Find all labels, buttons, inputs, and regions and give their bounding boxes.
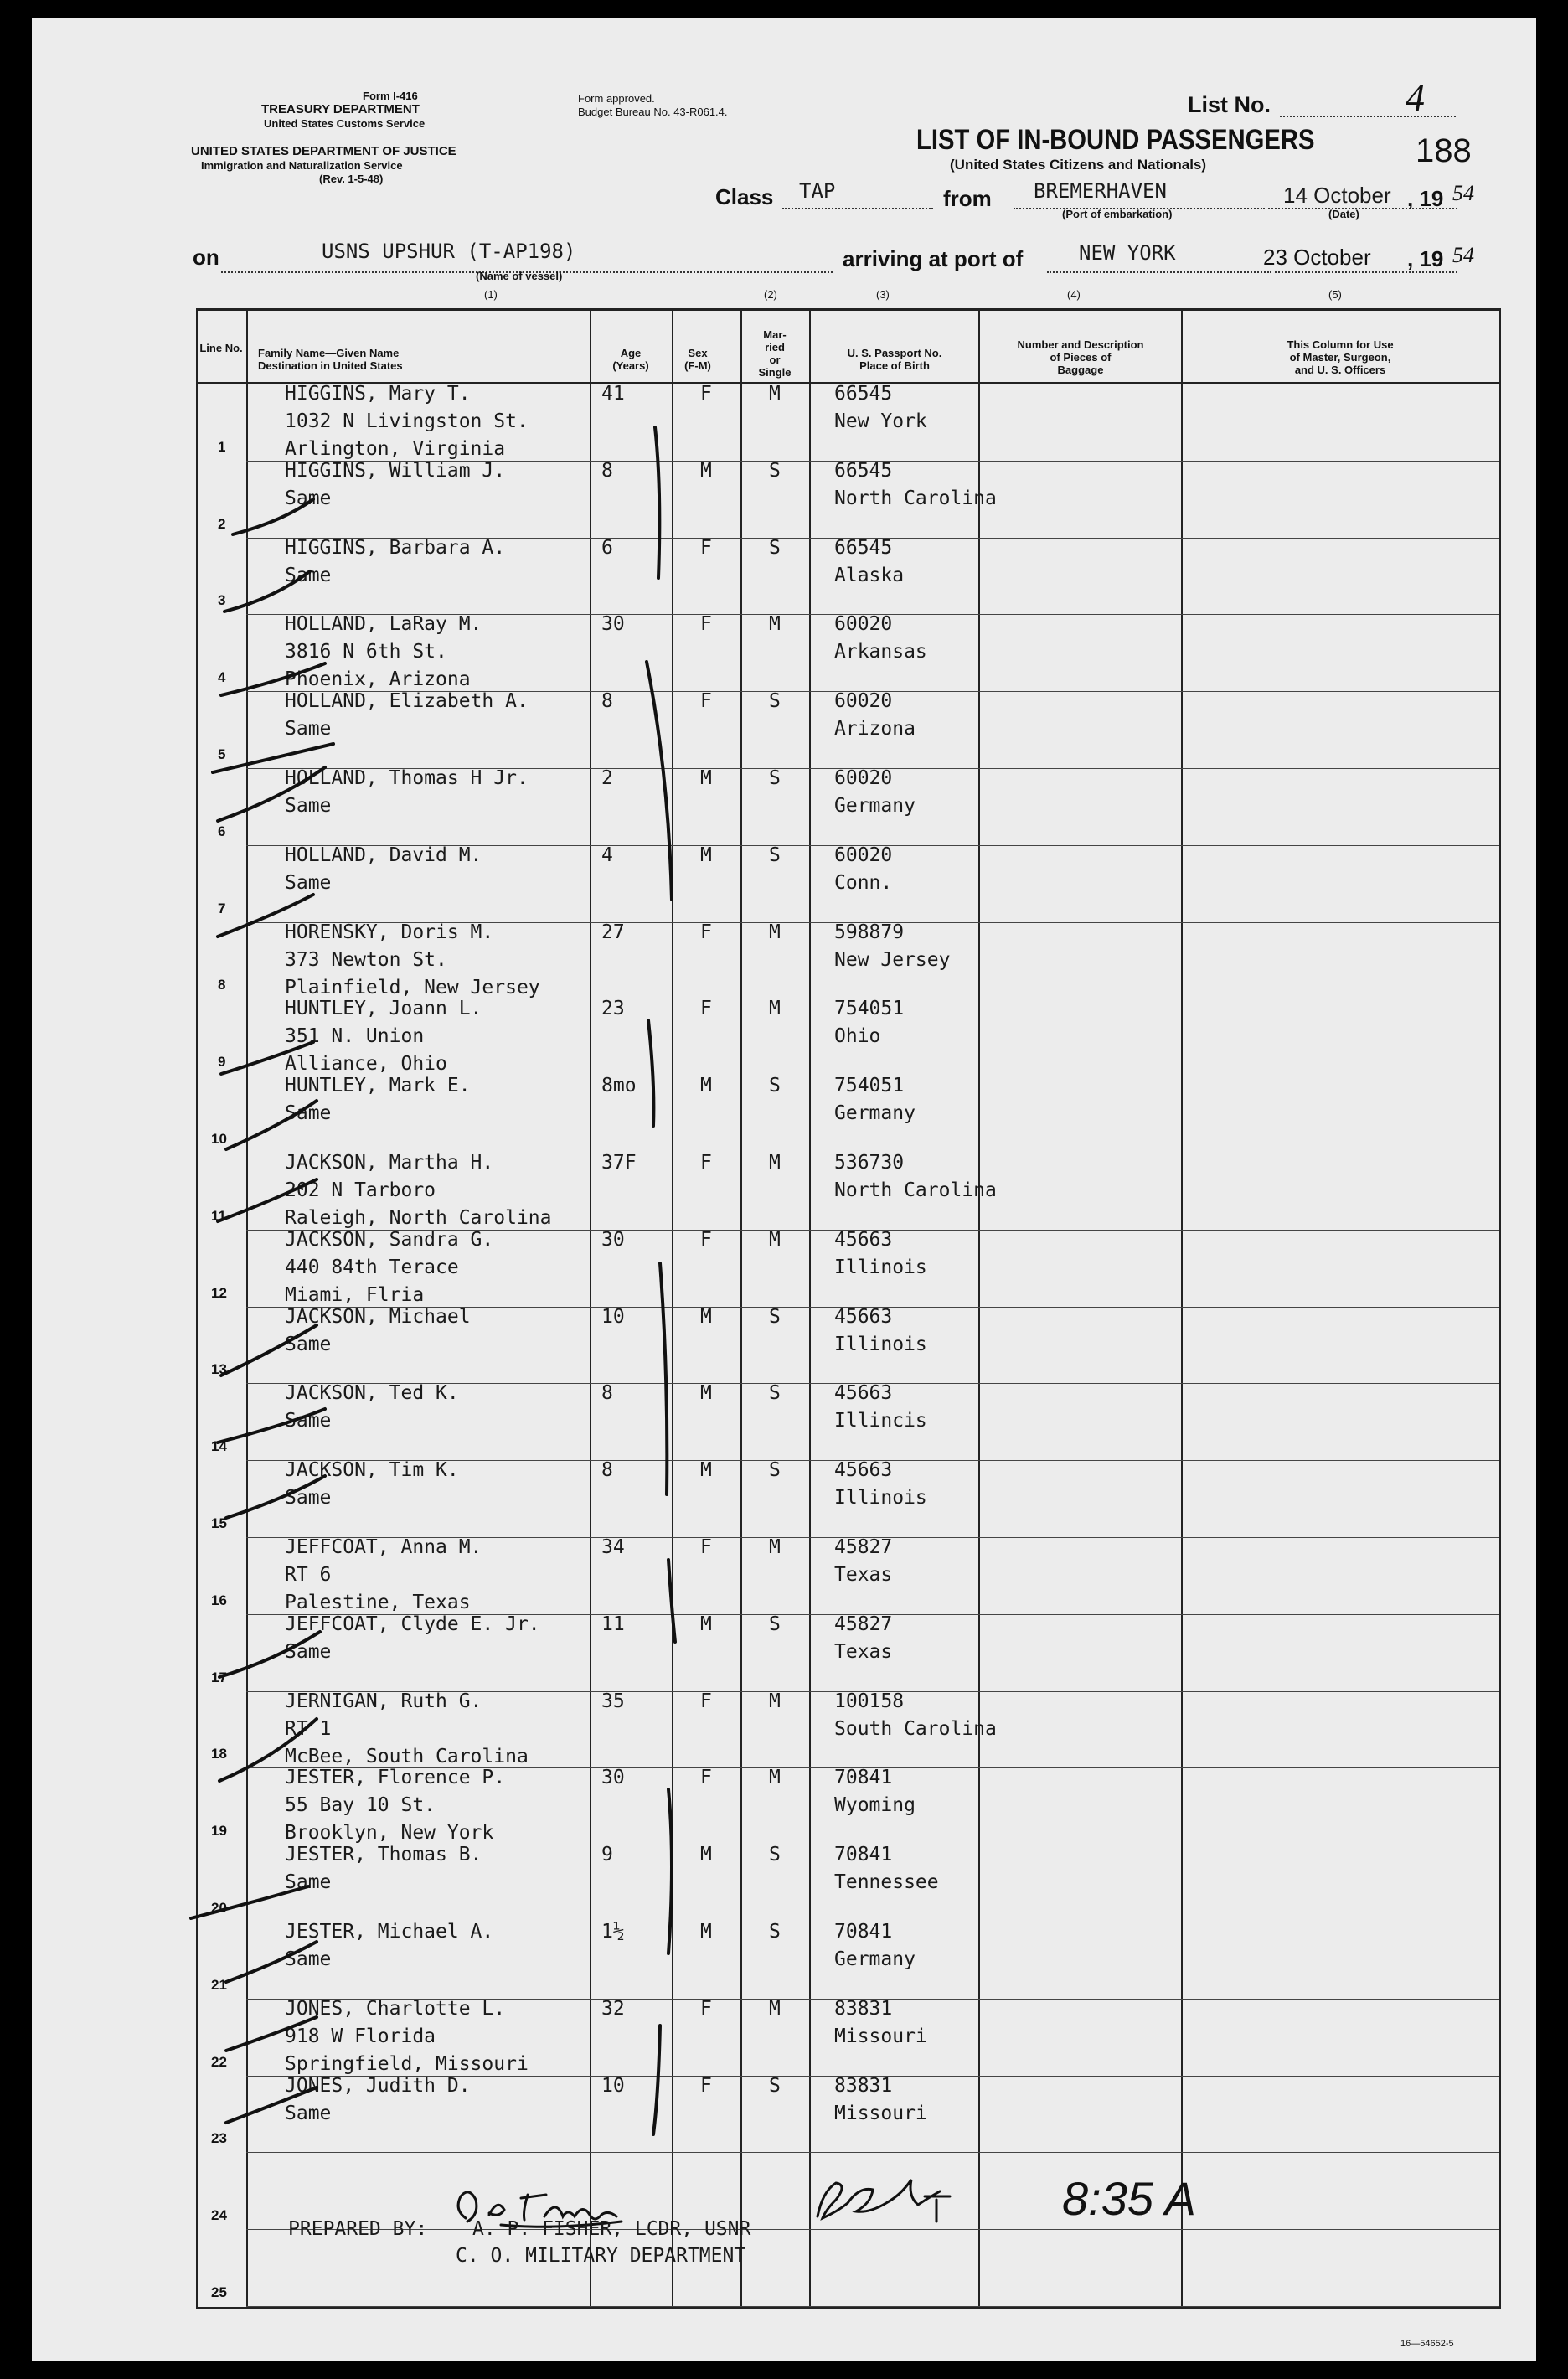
bracket-mark-higgins xyxy=(655,427,659,578)
passenger-name-destination: JESTER, Thomas B. Same xyxy=(285,1844,482,1893)
passenger-age: 6 xyxy=(601,537,613,559)
passenger-sex: M xyxy=(700,767,712,789)
passenger-sex: M xyxy=(700,1459,712,1481)
line-number: 10 xyxy=(211,1131,227,1147)
passenger-marital-status: M xyxy=(769,613,781,635)
passenger-marital-status: M xyxy=(769,1998,781,2020)
table-bottom-border xyxy=(196,2307,1501,2309)
col-divider-passport xyxy=(978,308,980,2309)
passenger-sex: F xyxy=(700,537,712,559)
line-number: 7 xyxy=(218,901,226,916)
ins-service: Immigration and Naturalization Service xyxy=(201,159,403,172)
passenger-age: 8 xyxy=(601,1382,613,1404)
passenger-age: 27 xyxy=(601,921,625,943)
passenger-sex: M xyxy=(700,1921,712,1943)
passenger-sex: F xyxy=(700,1767,712,1788)
passenger-name-destination: HUNTLEY, Joann L. 351 N. Union Alliance, Ohio xyxy=(285,998,482,1075)
passenger-marital-status: S xyxy=(769,767,781,789)
row-divider xyxy=(246,2306,1499,2307)
line-number: 11 xyxy=(211,1208,226,1224)
time-annotation: 8:35 A xyxy=(1062,2172,1196,2225)
list-no-label: List No. xyxy=(1188,92,1271,117)
col-num-2: (2) xyxy=(764,288,777,301)
passenger-name-destination: JACKSON, Tim K. Same xyxy=(285,1459,459,1509)
date-caption: (Date) xyxy=(1328,208,1359,220)
passenger-age: 8 xyxy=(601,1459,613,1481)
port-caption: (Port of embarkation) xyxy=(1062,208,1173,220)
on-label: on xyxy=(193,245,219,270)
col-head-officers: This Column for Use of Master, Surgeon, and U. S. Officers xyxy=(1287,338,1394,376)
passport-and-birthplace: 60020 Arkansas xyxy=(834,613,927,663)
line-number: 22 xyxy=(211,2054,227,2070)
passenger-name-destination: HOLLAND, Thomas H Jr. Same xyxy=(285,767,529,817)
line-number: 8 xyxy=(218,977,226,993)
passenger-marital-status: S xyxy=(769,844,781,866)
passenger-name-destination: HIGGINS, Mary T. 1032 N Livingston St. Arlington, Virginia xyxy=(285,383,529,460)
line-number: 18 xyxy=(211,1746,227,1762)
col-num-4: (4) xyxy=(1067,288,1081,301)
passenger-marital-status: M xyxy=(769,1229,781,1251)
line-number: 9 xyxy=(218,1054,226,1070)
col-divider-line xyxy=(246,308,248,2309)
passenger-marital-status: S xyxy=(769,2075,781,2097)
passport-and-birthplace: 83831 Missouri xyxy=(834,2075,927,2124)
passenger-marital-status: S xyxy=(769,460,781,482)
passenger-sex: F xyxy=(700,1229,712,1251)
passenger-marital-status: M xyxy=(769,383,781,405)
passenger-marital-status: M xyxy=(769,1152,781,1174)
passenger-name-destination: JACKSON, Michael Same xyxy=(285,1306,471,1355)
passenger-age: 23 xyxy=(601,998,625,1019)
passenger-marital-status: M xyxy=(769,998,781,1019)
passport-and-birthplace: 60020 Germany xyxy=(834,767,916,817)
passenger-name-destination: HOLLAND, LaRay M. 3816 N 6th St. Phoenix, Arizona xyxy=(285,613,482,690)
col-num-1: (1) xyxy=(484,288,498,301)
passenger-marital-status: S xyxy=(769,1613,781,1635)
passenger-age: 41 xyxy=(601,383,625,405)
passenger-name-destination: JACKSON, Sandra G. 440 84th Terace Miami, Flria xyxy=(285,1229,494,1306)
line-number: 15 xyxy=(211,1515,227,1531)
prepared-by-title: C. O. MILITARY DEPARTMENT xyxy=(456,2245,746,2267)
passenger-age: 10 xyxy=(601,1306,625,1328)
passenger-name-destination: HORENSKY, Doris M. 373 Newton St. Plainfield, New Jersey xyxy=(285,921,540,999)
bracket-mark-jones xyxy=(653,2026,660,2134)
line-number: 19 xyxy=(211,1823,227,1839)
passport-and-birthplace: 45663 Illinois xyxy=(834,1229,927,1278)
passenger-marital-status: S xyxy=(769,1844,781,1866)
col-num-3: (3) xyxy=(876,288,890,301)
line-number: 14 xyxy=(211,1438,227,1454)
form-number: Form I-416 xyxy=(363,90,418,102)
passenger-name-destination: HUNTLEY, Mark E. Same xyxy=(285,1075,471,1124)
line-number: 1 xyxy=(218,439,226,455)
passport-and-birthplace: 66545 North Carolina xyxy=(834,460,997,509)
passenger-age: 30 xyxy=(601,1229,625,1251)
passenger-marital-status: S xyxy=(769,1306,781,1328)
passport-and-birthplace: 66545 New York xyxy=(834,383,927,432)
passenger-marital-status: S xyxy=(769,1075,781,1097)
customs-service: United States Customs Service xyxy=(264,117,426,130)
passenger-marital-status: S xyxy=(769,1382,781,1404)
passenger-name-destination: JEFFCOAT, Anna M. RT 6 Palestine, Texas xyxy=(285,1536,482,1613)
passenger-age: 30 xyxy=(601,613,625,635)
passport-and-birthplace: 598879 New Jersey xyxy=(834,921,951,971)
vessel-caption: (Name of vessel) xyxy=(476,270,563,282)
line-number: 21 xyxy=(211,1977,227,1993)
col-divider-sex xyxy=(740,308,742,2309)
passport-and-birthplace: 45827 Texas xyxy=(834,1536,893,1586)
passport-and-birthplace: 70841 Tennessee xyxy=(834,1844,939,1893)
arrival-year-prefix: , 19 xyxy=(1407,246,1444,271)
passenger-sex: F xyxy=(700,1152,712,1174)
col-head-married: Mar- ried or Single xyxy=(758,328,792,379)
passport-and-birthplace: 45663 Illinois xyxy=(834,1306,927,1355)
passenger-sex: F xyxy=(700,690,712,712)
passport-and-birthplace: 754051 Germany xyxy=(834,1075,916,1124)
line-number: 6 xyxy=(218,823,226,839)
passport-and-birthplace: 83831 Missouri xyxy=(834,1998,927,2047)
passenger-marital-status: S xyxy=(769,537,781,559)
line-number: 25 xyxy=(211,2284,227,2300)
embarkation-port: BREMERHAVEN xyxy=(1034,179,1167,203)
manifest-page xyxy=(32,18,1536,2361)
prepared-by-label: PREPARED BY: xyxy=(288,2218,428,2240)
passenger-marital-status: S xyxy=(769,1459,781,1481)
line-number: 16 xyxy=(211,1592,227,1608)
passport-and-birthplace: 66545 Alaska xyxy=(834,537,905,586)
passenger-name-destination: HIGGINS, William J. Same xyxy=(285,460,506,509)
passenger-sex: F xyxy=(700,2075,712,2097)
passenger-name-destination: JESTER, Michael A. Same xyxy=(285,1921,494,1970)
passport-and-birthplace: 70841 Germany xyxy=(834,1921,916,1970)
list-no-value: 4 xyxy=(1406,76,1425,119)
passenger-age: 10 xyxy=(601,2075,625,2097)
line-number: 4 xyxy=(218,669,226,685)
form-code: 16—54652-5 xyxy=(1400,2339,1454,2349)
col-head-age: Age (Years) xyxy=(612,347,649,372)
from-label: from xyxy=(943,186,992,211)
passport-and-birthplace: 45663 Illinois xyxy=(834,1459,927,1509)
arrival-port: NEW YORK xyxy=(1079,241,1176,265)
col-head-baggage: Number and Description of Pieces of Baggage xyxy=(1017,338,1144,376)
prepared-by-name: A. P. FISHER, LCDR, USNR xyxy=(472,2218,751,2240)
passenger-sex: M xyxy=(700,844,712,866)
budget-bureau: Budget Bureau No. 43-R061.4. xyxy=(578,106,728,118)
col-num-5: (5) xyxy=(1328,288,1342,301)
list-title: LIST OF IN-BOUND PASSENGERS xyxy=(916,124,1315,156)
passenger-name-destination: JACKSON, Martha H. 202 N Tarboro Raleigh, North Carolina xyxy=(285,1152,552,1229)
table-border-right xyxy=(1499,308,1501,2309)
passenger-name-destination: JEFFCOAT, Clyde E. Jr. Same xyxy=(285,1613,540,1663)
class-label: Class xyxy=(715,184,774,209)
passenger-name-destination: JERNIGAN, Ruth G. RT 1 McBee, South Carolina xyxy=(285,1690,529,1767)
passenger-age: 37F xyxy=(601,1152,637,1174)
row-divider xyxy=(246,2152,1499,2153)
depart-date: 14 October xyxy=(1283,183,1391,208)
passport-and-birthplace: 45827 Texas xyxy=(834,1613,893,1663)
passenger-marital-status: M xyxy=(769,1536,781,1558)
passenger-marital-status: S xyxy=(769,1921,781,1943)
passenger-sex: F xyxy=(700,1536,712,1558)
line-number: 13 xyxy=(211,1361,227,1377)
arriving-label: arriving at port of xyxy=(843,246,1024,271)
passenger-marital-status: M xyxy=(769,921,781,943)
passenger-age: 30 xyxy=(601,1767,625,1788)
table-border-left xyxy=(196,308,198,2309)
passenger-sex: F xyxy=(700,1998,712,2020)
passenger-age: 32 xyxy=(601,1998,625,2020)
page-number: 188 xyxy=(1416,132,1472,169)
bracket-mark-huntley xyxy=(648,1020,653,1126)
passport-and-birthplace: 60020 Conn. xyxy=(834,844,893,894)
passport-and-birthplace: 536730 North Carolina xyxy=(834,1152,997,1201)
bracket-mark-holland xyxy=(647,662,672,900)
passenger-age: 9 xyxy=(601,1844,613,1866)
passenger-age: 1½ xyxy=(601,1921,625,1943)
depart-year: 54 xyxy=(1452,181,1474,205)
col-divider-married xyxy=(809,308,811,2309)
passport-and-birthplace: 70841 Wyoming xyxy=(834,1767,916,1816)
line-number: 24 xyxy=(211,2207,227,2223)
passenger-marital-status: S xyxy=(769,690,781,712)
table-top-border xyxy=(196,308,1501,311)
passenger-age: 11 xyxy=(601,1613,625,1635)
passenger-marital-status: M xyxy=(769,1690,781,1712)
passenger-sex: M xyxy=(700,1844,712,1866)
passenger-sex: F xyxy=(700,613,712,635)
passenger-age: 4 xyxy=(601,844,613,866)
arrival-date: 23 October xyxy=(1263,245,1371,270)
passport-and-birthplace: 754051 Ohio xyxy=(834,998,905,1047)
col-head-sex: Sex (F-M) xyxy=(684,347,711,372)
passport-and-birthplace: 100158 South Carolina xyxy=(834,1690,997,1740)
passenger-name-destination: JACKSON, Ted K. Same xyxy=(285,1382,459,1432)
passenger-name-destination: JESTER, Florence P. 55 Bay 10 St. Brooklyn, New York xyxy=(285,1767,506,1844)
justice-dept: UNITED STATES DEPARTMENT OF JUSTICE xyxy=(191,144,456,158)
row-divider xyxy=(246,2229,1499,2230)
col-divider-baggage xyxy=(1181,308,1183,2309)
passenger-name-destination: HOLLAND, David M. Same xyxy=(285,844,482,894)
form-revision: (Rev. 1-5-48) xyxy=(319,173,384,185)
passenger-age: 8 xyxy=(601,460,613,482)
passenger-name-destination: HOLLAND, Elizabeth A. Same xyxy=(285,690,529,740)
col-divider-age xyxy=(672,308,673,2309)
line-number: 20 xyxy=(211,1900,227,1916)
passenger-marital-status: M xyxy=(769,1767,781,1788)
passenger-name-destination: HIGGINS, Barbara A. Same xyxy=(285,537,506,586)
line-number: 2 xyxy=(218,516,226,532)
col-head-passport: U. S. Passport No. Place of Birth xyxy=(847,347,942,372)
passenger-sex: F xyxy=(700,921,712,943)
passenger-name-destination: JONES, Charlotte L. 918 W Florida Springfield, Missouri xyxy=(285,1998,529,2075)
col-divider-name xyxy=(590,308,591,2309)
passenger-sex: M xyxy=(700,1613,712,1635)
list-no-field xyxy=(1280,90,1456,117)
passenger-sex: F xyxy=(700,998,712,1019)
treasury-dept: TREASURY DEPARTMENT xyxy=(261,102,420,116)
col-head-line-no: Line No. xyxy=(199,342,243,354)
passenger-sex: M xyxy=(700,1075,712,1097)
line-number: 17 xyxy=(211,1669,227,1685)
passenger-sex: F xyxy=(700,383,712,405)
depart-year-prefix: , 19 xyxy=(1407,186,1444,211)
arrival-year: 54 xyxy=(1452,243,1474,267)
passenger-age: 2 xyxy=(601,767,613,789)
line-number: 3 xyxy=(218,592,226,608)
passenger-sex: M xyxy=(700,1306,712,1328)
passenger-sex: F xyxy=(700,1690,712,1712)
passenger-age: 8mo xyxy=(601,1075,637,1097)
annotation-scrawl xyxy=(818,2180,950,2222)
line-number: 12 xyxy=(211,1285,227,1301)
passenger-age: 34 xyxy=(601,1536,625,1558)
passenger-name-destination: JONES, Judith D. Same xyxy=(285,2075,471,2124)
line-number: 5 xyxy=(218,746,226,762)
passenger-sex: M xyxy=(700,460,712,482)
passenger-age: 8 xyxy=(601,690,613,712)
passport-and-birthplace: 45663 Illincis xyxy=(834,1382,927,1432)
passenger-age: 35 xyxy=(601,1690,625,1712)
list-subtitle: (United States Citizens and Nationals) xyxy=(950,157,1207,173)
passenger-sex: M xyxy=(700,1382,712,1404)
passport-and-birthplace: 60020 Arizona xyxy=(834,690,916,740)
form-approved: Form approved. xyxy=(578,92,655,105)
class-value: TAP xyxy=(799,179,836,203)
vessel-name: USNS UPSHUR (T-AP198) xyxy=(322,240,576,263)
line-number: 23 xyxy=(211,2130,227,2146)
col-head-name: Family Name—Given Name Destination in United States xyxy=(258,347,403,372)
